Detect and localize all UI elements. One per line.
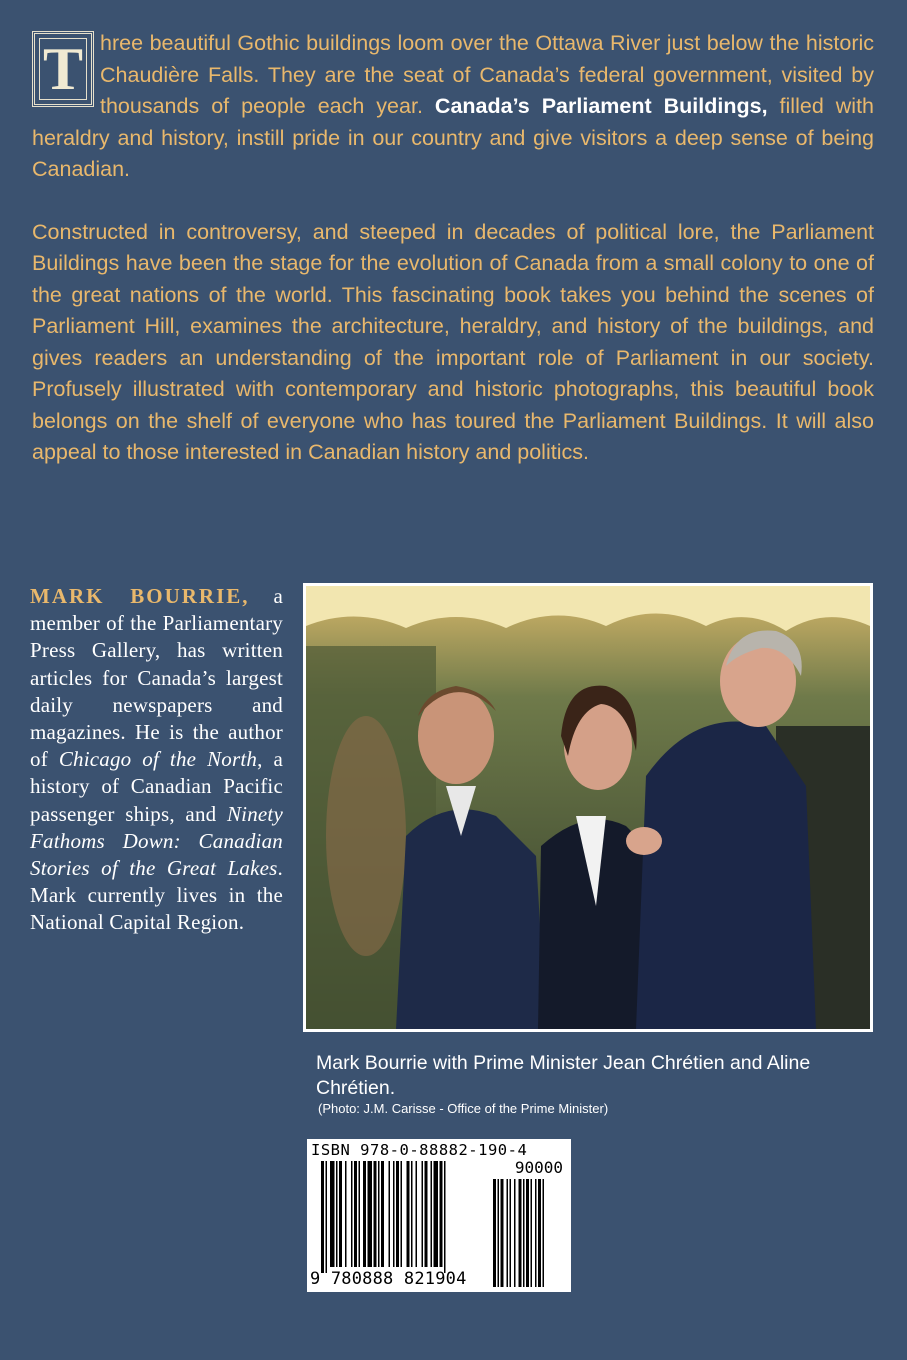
barcode-bar xyxy=(368,1161,373,1267)
price-code: 90000 xyxy=(514,1158,563,1177)
addon-bar xyxy=(507,1179,509,1287)
barcode-bar xyxy=(336,1161,338,1267)
book-description xyxy=(32,28,874,469)
book-title-2: Ninety Fathoms Down: Canadian Stories of the Great Lakes xyxy=(30,801,283,881)
addon-bar xyxy=(531,1179,533,1287)
barcode-bar xyxy=(378,1161,380,1267)
barcode-bar xyxy=(326,1161,328,1273)
barcode-bar xyxy=(381,1161,384,1267)
addon-bar xyxy=(523,1179,525,1287)
addon-bar xyxy=(543,1179,545,1287)
barcode-bar xyxy=(434,1161,439,1267)
intro-paragraph-2: Constructed in controversy, and steeped in decades of political lore, the Parliament Buildings have been the stage for the evolution of Canada from a small colony to one of the great nations of the world. This fascinating book takes you behind the scenes of Parliament Hill, examines the architecture, heraldry, and history of the buildings, and gives readers an understanding of the important role of Parliament in our society. Profusely illustrated with contemporary and historic photographs, this beautiful book belongs on the shelf of everyone who has toured the Parliament Buildings. It will also appeal to those interested in Canadian history and politics. xyxy=(32,219,874,464)
addon-bar xyxy=(514,1179,516,1287)
barcode-bar xyxy=(422,1161,424,1267)
addon-bar xyxy=(498,1179,500,1287)
isbn-barcode xyxy=(307,1139,571,1292)
barcode-bar xyxy=(339,1161,342,1267)
barcode-bar xyxy=(440,1161,443,1267)
addon-bar xyxy=(501,1179,504,1287)
barcode-bar xyxy=(396,1161,399,1267)
intro-paragraph-1: hree beautiful Gothic buildings loom over the Ottawa River just below the historic Chaudière Falls. They are the seat of Canada’s federal government, visited by thousands of people each year. Canada’s Parliament Buildings, filled with heraldry and history, instill pride in our country and give visitors a deep sense of being Canadian. xyxy=(32,31,875,181)
barcode-bar xyxy=(354,1161,357,1267)
drop-cap-ornament xyxy=(32,31,94,107)
author-name: MARK BOURRIE, xyxy=(30,584,250,608)
barcode-bar xyxy=(321,1161,324,1273)
addon-bar xyxy=(510,1179,512,1287)
author-photo xyxy=(303,583,873,1032)
barcode-bar xyxy=(407,1161,410,1267)
addon-bar xyxy=(526,1179,529,1287)
addon-bar xyxy=(493,1179,496,1287)
barcode-bar xyxy=(411,1161,413,1267)
ean-number: 9 780888 821904 xyxy=(310,1269,467,1289)
photo-illustration xyxy=(306,586,870,1029)
addon-bar xyxy=(535,1179,537,1287)
barcode-bar xyxy=(330,1161,335,1267)
barcode-bar xyxy=(389,1161,391,1267)
author-bio: MARK BOURRIE, a member of the Parliamentary Press Gallery, has written articles for Canada’s largest daily newspapers and magazines. He is the author of Chicago of the North, a history of Canadian Pacific passenger ships, and Ninety Fathoms Down: Canadian Stories of the Great Lakes. Mark currently lives in the National Capital Region. xyxy=(30,584,284,935)
barcode-bar xyxy=(359,1161,361,1267)
barcode-bar xyxy=(425,1161,428,1267)
barcode-bar xyxy=(416,1161,418,1267)
barcode-bar xyxy=(431,1161,433,1267)
barcode-bar xyxy=(345,1161,347,1267)
isbn-number: ISBN 978-0-88882-190-4 xyxy=(311,1141,528,1159)
barcode-bar xyxy=(363,1161,366,1267)
barcode-bar xyxy=(351,1161,353,1267)
book-title-mention: Canada’s Parliament Buildings, xyxy=(434,94,768,118)
addon-bar xyxy=(538,1179,541,1287)
barcode-bar xyxy=(374,1161,377,1267)
barcode-bar xyxy=(393,1161,395,1267)
drop-cap-letter: T xyxy=(42,36,84,102)
barcode-bar xyxy=(444,1161,446,1273)
addon-bar xyxy=(519,1179,522,1287)
book-title-1: Chicago of the North xyxy=(58,747,258,772)
photo-caption: Mark Bourrie with Prime Minister Jean Chrétien and Aline Chrétien. xyxy=(316,1052,811,1099)
barcode-bar xyxy=(401,1161,403,1267)
photo-credit: (Photo: J.M. Carisse - Office of the Prime Minister) xyxy=(318,1101,609,1116)
